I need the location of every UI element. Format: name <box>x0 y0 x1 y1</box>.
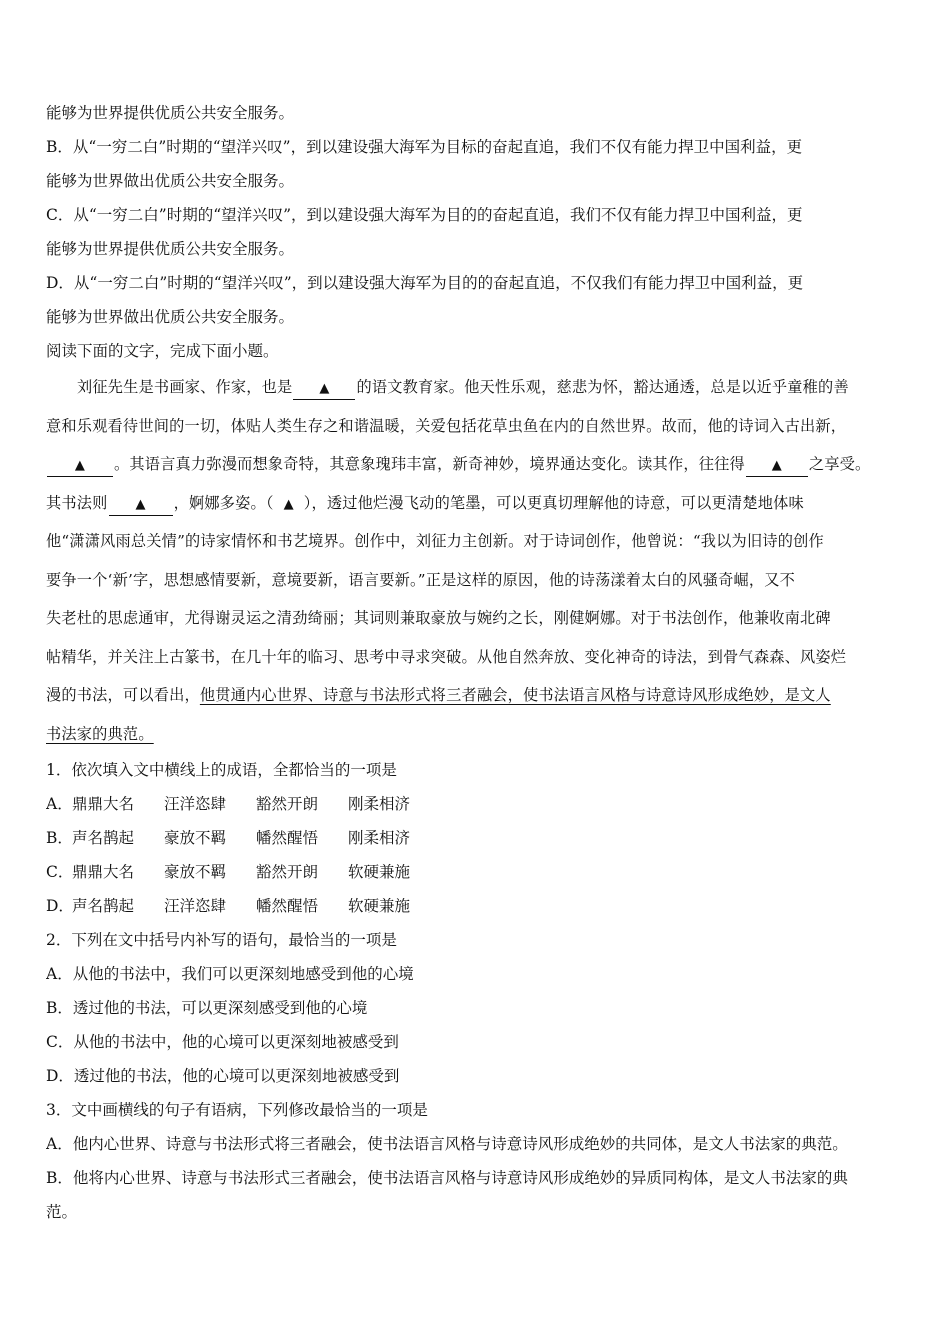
fill-blank-4[interactable] <box>109 493 173 516</box>
question-2-option-c[interactable]: C．从他的书法中，他的心境可以更深刻地被感受到 <box>46 1033 399 1051</box>
blank-marker-icon: ▲ <box>283 496 294 512</box>
prev-option-c-line2: 能够为世界提供优质公共安全服务。 <box>46 240 295 258</box>
bracket-blank[interactable] <box>274 484 304 523</box>
fill-blank-2[interactable] <box>47 454 113 477</box>
prev-option-d-line1: D．从“一穷二白”时期的“望洋兴叹”，到以建设强大海军为目的的奋起直追，不仅我们有能力捍卫中国利益，更 <box>46 274 804 292</box>
question-2-option-a[interactable]: A．从他的书法中，我们可以更深刻地感受到他的心境 <box>46 965 414 983</box>
passage-row-1: 刘征先生是书画家、作家，也是 ▲ 的语文教育家。他天性乐观，慈悲为怀，豁达通透，总是以近乎童稚的善 <box>46 368 906 407</box>
passage-row-10 <box>46 715 906 754</box>
passage-row-7: 失老杜的思虑通审，尤得谢灵运之清劲绮丽；其词则兼取豪放与婉约之长，刚健婀娜。对于书法创作，他兼收南北碑 <box>46 609 831 627</box>
question-1-option-b[interactable]: B．声名鹊起 豪放不羁 幡然醒悟 刚柔相济 <box>46 829 411 847</box>
passage-row-8: 帖精华，并关注上古篆书，在几十年的临习、思考中寻求突破。从他自然奔放、变化神奇的诗法，到骨气森森、风姿烂 <box>46 647 847 666</box>
passage-row-5: 他“潇潇风雨总关情”的诗家情怀和书艺境界。创作中，刘征力主创新。对于诗词创作，他曾说：“我以为旧诗的创作 <box>46 532 824 550</box>
passage-row-6: 要争一个‘新’字，思想感情要新，意境要新，语言要新。”正是这样的原因，他的诗荡漾着太白的风骚奇崛，又不 <box>46 570 796 589</box>
question-1-option-c[interactable]: C．鼎鼎大名 豪放不羁 豁然开朗 软硬兼施 <box>46 863 411 881</box>
passage <box>46 368 906 753</box>
blank-marker-icon: ▲ <box>319 381 330 396</box>
underlined-sentence: 他贯通内心世界、诗意与书法形式将三者融会，使书法语言风格与诗意诗风形成绝妙，是文人 <box>199 686 831 704</box>
prev-question-tail: 能够为世界提供优质公共安全服务。 <box>46 104 295 122</box>
passage-row-9: 漫的书法，可以看出，他贯通内心世界、诗意与书法形式将三者融会，使书法语言风格与诗意诗风形成绝妙，是文人 <box>46 686 831 704</box>
question-1-stem: 1．依次填入文中横线上的成语，全都恰当的一项是 <box>46 761 397 779</box>
question-2-option-d[interactable]: D．透过他的书法，他的心境可以更深刻地被感受到 <box>46 1067 400 1085</box>
question-2-stem: 2．下列在文中括号内补写的语句，最恰当的一项是 <box>46 931 397 949</box>
question-3-option-a[interactable]: A．他内心世界、诗意与书法形式将三者融会，使书法语言风格与诗意诗风形成绝妙的共同体，是文人书法家的典范。 <box>46 1135 848 1153</box>
prev-option-b-line2: 能够为世界做出优质公共安全服务。 <box>46 172 295 190</box>
document-page <box>46 96 906 1229</box>
blank-marker-icon: ▲ <box>771 458 782 473</box>
question-1-option-a[interactable]: A．鼎鼎大名 汪洋恣肆 豁然开朗 刚柔相济 <box>46 795 411 813</box>
question-3-option-b-line2[interactable]: 范。 <box>46 1203 78 1221</box>
passage-row-2: 意和乐观看待世间的一切，体贴人类生存之和谐温暖，关爱包括花草虫鱼在内的自然世界。故而，他的诗词入古出新， <box>46 416 847 435</box>
question-1-option-d[interactable]: D．声名鹊起 汪洋恣肆 幡然醒悟 软硬兼施 <box>46 897 411 915</box>
passage-row-4: 其书法则 ▲ ，婀娜多姿。（ ▲ ），透过他烂漫飞动的笔墨，可以更真切理解他的诗意，可以更清楚地体味 <box>46 484 906 523</box>
question-3-stem: 3．文中画横线的句子有语病，下列修改最恰当的一项是 <box>46 1101 428 1119</box>
question-3-option-b-line1[interactable]: B．他将内心世界、诗意与书法形式三者融会，使书法语言风格与诗意诗风形成绝妙的异质同构体，是文人书法家的典 <box>46 1169 848 1187</box>
fill-blank-3[interactable] <box>746 454 808 477</box>
prev-option-b-line1: B．从“一穷二白”时期的“望洋兴叹”，到以建设强大海军为目标的奋起直追，我们不仅有能力捍卫中国利益，更 <box>46 138 803 156</box>
prev-option-d-line2: 能够为世界做出优质公共安全服务。 <box>46 308 295 326</box>
blank-marker-icon: ▲ <box>74 458 86 473</box>
fill-blank-1[interactable] <box>293 377 355 400</box>
underlined-sentence-end: 书法家的典范。 <box>46 724 154 743</box>
blank-marker-icon: ▲ <box>135 496 146 512</box>
question-2-option-b[interactable]: B．透过他的书法，可以更深刻感受到他的心境 <box>46 999 368 1017</box>
passage-row-3: ▲ 。其语言真力弥漫而想象奇特，其意象瑰玮丰富，新奇神妙，境界通达变化。读其作，往往得 ▲ 之享受。 <box>46 445 906 484</box>
reading-instruction: 阅读下面的文字，完成下面小题。 <box>46 342 279 360</box>
prev-option-c-line1: C．从“一穷二白”时期的“望洋兴叹”，到以建设强大海军为目的的奋起直追，我们不仅有能力捍卫中国利益，更 <box>46 206 803 224</box>
